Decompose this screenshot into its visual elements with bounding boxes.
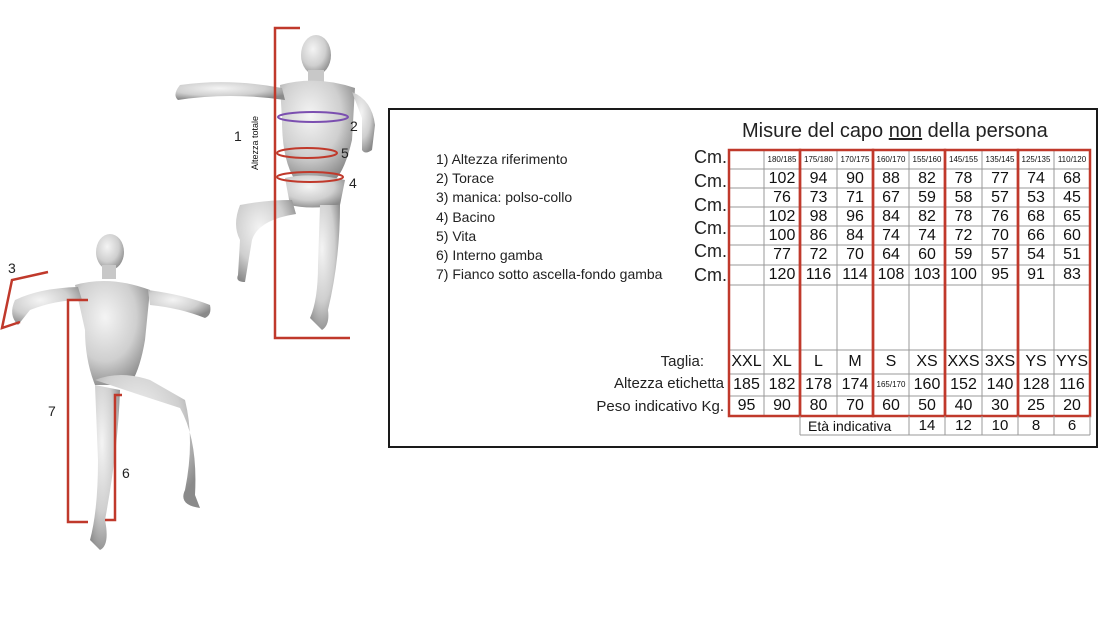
measure-cell: 77 [991, 170, 1009, 187]
label-1: 1 [234, 128, 242, 144]
measure-cell: 71 [846, 189, 864, 206]
label-height-cell: 185 [733, 376, 760, 393]
measure-cell: 100 [768, 227, 796, 244]
label-height-cell: 165/170 [876, 380, 906, 389]
label-height-cell: 128 [1022, 376, 1050, 393]
measure-cell: 114 [842, 266, 868, 283]
size-cell: XL [772, 353, 792, 370]
measure-cell: 53 [1027, 189, 1045, 206]
measure-cell: 67 [882, 189, 900, 206]
measure-cell: 74 [882, 227, 900, 244]
back-view-figure [175, 28, 375, 338]
measure-cell: 91 [1027, 266, 1045, 283]
weight-cell: 95 [737, 397, 756, 414]
size-cell: M [848, 353, 862, 370]
weight-cell: 20 [1063, 397, 1081, 414]
measure-cell: 90 [846, 170, 864, 187]
label-height-cell: 174 [841, 376, 869, 393]
reference-height-cell: 180/185 [767, 155, 797, 164]
measure-cell: 120 [768, 266, 796, 283]
size-cell: YS [1025, 353, 1047, 370]
weight-cell: 25 [1027, 397, 1045, 414]
measure-cell: 84 [846, 227, 864, 244]
measure-cell [729, 188, 764, 207]
measure-cell: 78 [954, 208, 973, 225]
measure-cell: 65 [1063, 208, 1081, 225]
weight-cell: 70 [846, 397, 864, 414]
cm-label: Cm. [694, 265, 727, 285]
measure-label: 4) Bacino [436, 209, 496, 225]
taglia-label: Taglia: [660, 353, 704, 370]
measure-cell: 77 [773, 246, 791, 263]
measure-label: 1) Altezza riferimento [436, 151, 568, 167]
measure-cell: 76 [773, 189, 791, 206]
label-3: 3 [8, 260, 16, 276]
weight-cell: 90 [773, 397, 791, 414]
age-cell: 8 [1031, 417, 1041, 434]
measure-cell: 72 [954, 227, 973, 244]
measure-cell: 59 [954, 246, 973, 263]
label-height-cell: 178 [805, 376, 832, 393]
cm-label: Cm. [694, 147, 727, 167]
label-height-cell: 152 [950, 376, 977, 393]
measure-cell: 116 [805, 266, 832, 283]
measure-cell: 57 [991, 246, 1009, 263]
label-2: 2 [350, 118, 358, 134]
measure-cell: 78 [954, 170, 973, 187]
measure-label: 3) manica: polso-collo [436, 189, 573, 205]
reference-height-cell: 110/120 [1057, 155, 1087, 164]
cm-label: Cm. [694, 241, 727, 261]
measure-cell: 82 [918, 208, 936, 225]
eta-indicativa-label: Età indicativa [808, 418, 892, 434]
reference-height-cell: 125/135 [1021, 155, 1051, 164]
weight-cell: 80 [809, 397, 828, 414]
label-height-cell: 160 [913, 376, 941, 393]
measure-label: 2) Torace [436, 170, 495, 186]
measure-cell: 102 [768, 208, 796, 225]
measure-cell: 54 [1027, 246, 1045, 263]
weight-cell: 40 [954, 397, 973, 414]
size-cell: S [885, 353, 897, 370]
reference-height-cell: 135/145 [985, 155, 1015, 164]
reference-height-cell [729, 150, 764, 169]
measure-cell: 70 [991, 227, 1009, 244]
front-view-figure [2, 234, 210, 550]
measure-cell: 57 [991, 189, 1009, 206]
measure-cell: 82 [918, 170, 936, 187]
measure-cell: 98 [809, 208, 828, 225]
cm-label: Cm. [694, 218, 727, 238]
measure-label: 7) Fianco sotto ascella-fondo gamba [436, 266, 663, 282]
weight-cell: 60 [882, 397, 900, 414]
measure-cell: 60 [1063, 227, 1081, 244]
age-cell: 10 [991, 417, 1009, 434]
measure-cell: 66 [1027, 227, 1045, 244]
size-cell: YYS [1055, 353, 1088, 370]
measure-cell: 83 [1063, 266, 1081, 283]
measure-cell: 84 [882, 208, 900, 225]
measure-cell [729, 245, 764, 265]
reference-height-cell: 160/170 [876, 155, 906, 164]
measure-cell [729, 169, 764, 188]
size-cell: XS [916, 353, 938, 370]
measure-cell: 74 [1027, 170, 1045, 187]
measure-cell: 96 [846, 208, 864, 225]
reference-height-cell: 170/175 [840, 155, 870, 164]
measure-cell: 102 [768, 170, 796, 187]
size-cell: XXS [947, 353, 980, 370]
measure-cell: 76 [991, 208, 1009, 225]
measure-cell [729, 226, 764, 245]
measure-cell: 45 [1063, 189, 1081, 206]
measure-cell: 72 [809, 246, 828, 263]
reference-height-cell: 145/155 [949, 155, 978, 164]
measure-label: 6) Interno gamba [436, 247, 543, 263]
table-title: Misure del capo non della persona [742, 120, 1048, 142]
cm-label: Cm. [694, 171, 727, 191]
measure-cell: 74 [918, 227, 936, 244]
weight-cell: 30 [991, 397, 1009, 414]
measure-cell: 68 [1063, 170, 1081, 187]
measure-label: 5) Vita [436, 228, 477, 244]
reference-height-cell: 175/180 [804, 155, 833, 164]
measure-cell: 58 [954, 189, 973, 206]
measure-cell [729, 265, 764, 285]
measure-cell: 88 [882, 170, 900, 187]
measure-cell [729, 207, 764, 226]
label-height-cell: 140 [986, 376, 1014, 393]
altezza-totale-label: Altezza totale [250, 115, 260, 170]
size-cell: 3XS [984, 353, 1016, 370]
reference-height-cell: 155/160 [912, 155, 942, 164]
cm-label: Cm. [694, 195, 727, 215]
weight-cell: 50 [918, 397, 936, 414]
measure-cell: 86 [809, 227, 828, 244]
measure-cell: 95 [991, 266, 1009, 283]
label-6: 6 [122, 465, 130, 481]
measure-cell: 100 [950, 266, 977, 283]
label-height-cell: 182 [768, 376, 796, 393]
measure-cell: 64 [882, 246, 900, 263]
age-cell: 14 [918, 417, 936, 434]
age-cell: 6 [1067, 417, 1077, 434]
label-4: 4 [349, 175, 357, 191]
peso-indicativo-label: Peso indicativo Kg. [596, 398, 724, 415]
label-7: 7 [48, 403, 56, 419]
measure-cell: 103 [913, 266, 941, 283]
measure-cell: 70 [846, 246, 864, 263]
measure-cell: 94 [809, 170, 828, 187]
measure-cell: 51 [1063, 246, 1081, 263]
measure-cell: 60 [918, 246, 936, 263]
measure-cell: 73 [809, 189, 828, 206]
size-cell: XXL [731, 353, 762, 370]
measure-cell: 68 [1027, 208, 1045, 225]
size-cell: L [814, 353, 823, 370]
age-cell: 12 [955, 417, 972, 434]
altezza-etichetta-label: Altezza etichetta [613, 375, 724, 392]
measure-cell: 108 [877, 266, 905, 283]
label-5: 5 [341, 145, 349, 161]
measure-cell: 59 [918, 189, 936, 206]
label-height-cell: 116 [1059, 376, 1085, 393]
